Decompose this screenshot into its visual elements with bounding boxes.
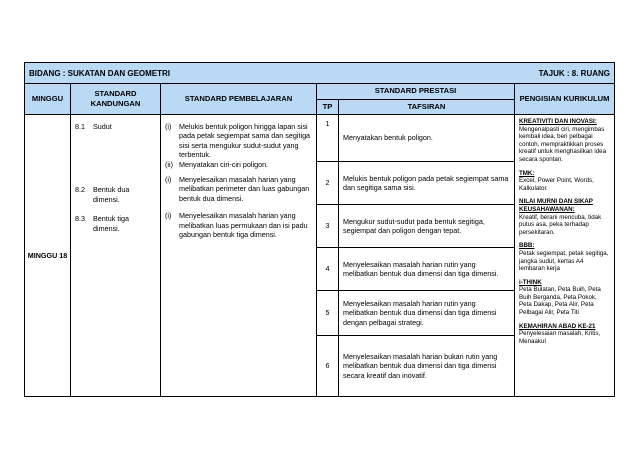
pembelajaran-item	[165, 122, 312, 160]
tp-cell: 5	[317, 291, 339, 336]
pengisian-text: Excel, Power Point, Words, Kalkulator.	[519, 177, 594, 192]
header-tafsiran: TAFSIRAN	[339, 99, 515, 115]
tafsiran-cell: Menyelesaikan masalah harian rutin yang melibatkan bentuk dua dimensi dan tiga dimensi dengan pelbagai strategi.	[339, 291, 515, 336]
pengisian-title: NILAI MURNI DAN SIKAP KEUSAHAWANAN:	[519, 198, 593, 213]
pengisian-section	[519, 242, 610, 272]
rpt-page	[24, 62, 614, 397]
rpt-table	[24, 62, 615, 397]
pembelajaran-item	[165, 211, 312, 239]
pengisian-text: Mengenalpasti ciri, mengimbas kembali idea, beri pelbagai contoh, mempraktikkan proses kreatif untuk menghasilkan idea secara spontan.	[519, 125, 607, 163]
prestasi-row-1	[25, 115, 615, 162]
tafsiran-cell: Menyatakan bentuk poligon.	[339, 115, 515, 162]
title-row	[25, 63, 615, 84]
kandungan-num: 8.3	[75, 214, 85, 224]
pembelajaran-num: (i)	[165, 211, 172, 221]
header-minggu: MINGGU	[25, 84, 71, 115]
pengisian-section	[519, 118, 610, 164]
kandungan-item	[75, 214, 156, 233]
pembelajaran-num: (i)	[165, 122, 172, 131]
pengisian-title: BBB:	[519, 242, 535, 250]
tafsiran-cell: Mengukur sudut-sudut pada bentuk segitiga, segiempat dan poligon dengan tepat.	[339, 205, 515, 248]
pembelajaran-text: Menyatakan ciri-ciri poligon.	[179, 159, 269, 169]
pembelajaran-item	[165, 160, 312, 169]
tajuk-label: TAJUK : 8. RUANG	[538, 68, 611, 78]
standard-pembelajaran-cell	[161, 115, 317, 397]
pengisian-title: KREATIVITI DAN INOVASI:	[519, 118, 597, 125]
pembelajaran-num: (ii)	[165, 159, 173, 169]
pembelajaran-text: Menyelesaikan masalah harian yang melibatkan perimeter dan luas gabungan bentuk dua dimensi.	[179, 175, 310, 203]
header-tp: TP	[317, 99, 339, 115]
pembelajaran-item	[165, 175, 312, 203]
header-standard-prestasi: STANDARD PRESTASI	[317, 84, 515, 100]
tp-cell: 1	[317, 115, 339, 162]
kandungan-num: 8.1	[75, 122, 85, 131]
standard-kandungan-cell	[71, 115, 161, 397]
pembelajaran-text: Menyelesaikan masalah harian yang melibatkan luas permukaan dan isi padu gabungan bentuk tiga dimensi.	[179, 211, 308, 240]
title-cell	[25, 63, 615, 84]
pengisian-section	[519, 323, 610, 346]
pengisian-text: Peta Bulatan, Peta Buih, Peta Buih Berganda, Peta Pokok, Peta Dakap, Peta Alir, Peta Pelbagai Alir, Peta Titi	[519, 286, 601, 317]
pengisian-text: Kreatif, berani mencuba, tidak putus asa, peka terhadap persekitaran.	[519, 213, 602, 236]
tafsiran-cell: Melukis bentuk poligon pada petak segiempat sama dan segitiga sama sisi.	[339, 162, 515, 205]
pengisian-title: i-THINK	[519, 278, 542, 286]
tp-cell: 4	[317, 248, 339, 291]
header-row-1	[25, 84, 615, 100]
kandungan-num: 8.2	[75, 185, 85, 195]
pengisian-text: Penyelesaian masalah, Kritis, Menaakul	[519, 330, 601, 345]
tp-cell: 2	[317, 162, 339, 205]
tp-cell: 6	[317, 336, 339, 397]
pengisian-title: KEMAHIRAN ABAD KE-21	[519, 322, 596, 330]
kandungan-item	[75, 122, 156, 131]
tafsiran-cell: Menyelesaikan masalah harian rutin yang melibatkan bentuk dua dimensi dan tiga dimensi.	[339, 248, 515, 291]
pengisian-text: Petak segiempat, petak segitiga, jangka sudut, kertas A4 lembaran kerja	[519, 249, 609, 273]
kandungan-item	[75, 185, 156, 204]
pengisian-section	[519, 198, 610, 236]
header-standard-pembelajaran: STANDARD PEMBELAJARAN	[161, 84, 317, 115]
kandungan-text: Bentuk tiga dimensi.	[93, 214, 129, 233]
pembelajaran-num: (i)	[165, 175, 172, 185]
pengisian-section	[519, 170, 610, 193]
tafsiran-cell: Menyelesaikan masalah harian bukan rutin yang melibatkan bentuk dua dimensi dan tiga dimensi secara kreatif dan inovatif.	[339, 336, 515, 397]
kandungan-text: Sudut	[93, 122, 112, 131]
bidang-label: BIDANG : SUKATAN DAN GEOMETRI	[29, 68, 171, 78]
tp-cell: 3	[317, 205, 339, 248]
pengisian-cell	[515, 115, 615, 397]
pengisian-title: TMK:	[519, 169, 535, 177]
pembelajaran-text: Melukis bentuk poligon hingga lapan sisi pada petak segiempat sama dan segitiga sisi serta mengukur sudut-sudut yang terbentuk.	[179, 122, 311, 160]
header-pengisian: PENGISIAN KURIKULUM	[515, 84, 615, 115]
pengisian-section	[519, 279, 610, 317]
header-standard-kandungan: STANDARD KANDUNGAN	[71, 84, 161, 115]
kandungan-text: Bentuk dua dimensi.	[93, 185, 130, 204]
minggu-cell: MINGGU 18	[25, 115, 71, 397]
